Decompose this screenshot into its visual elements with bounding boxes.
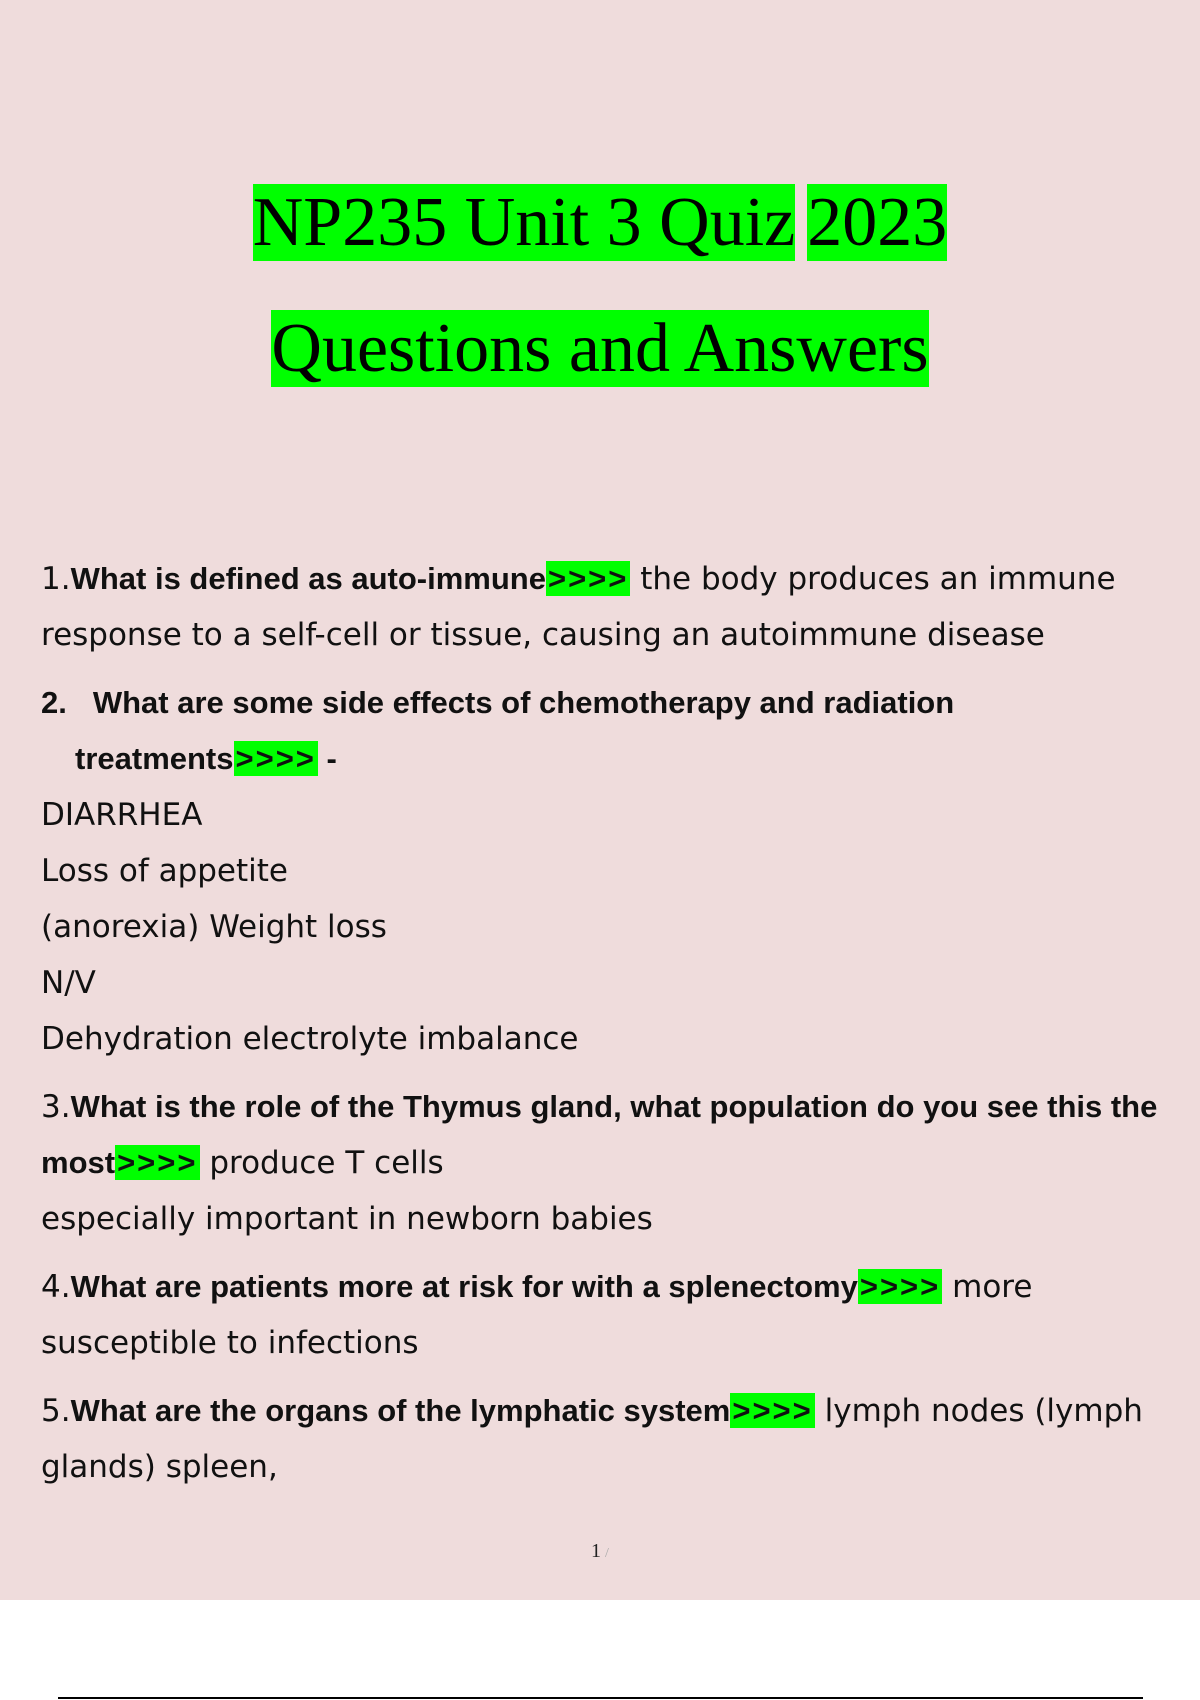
question-number: 3. — [41, 1089, 71, 1125]
answer-item: (anorexia) Weight loss — [41, 909, 387, 945]
question-3 — [41, 1079, 1181, 1191]
answer-arrows: >>>> — [859, 1269, 941, 1304]
title-highlight-1b: 2023 — [807, 184, 948, 261]
answer-arrows: >>>> — [547, 561, 629, 596]
page-number — [0, 1540, 1200, 1563]
answer-extra: especially important in newborn babies — [41, 1201, 653, 1237]
title-line-1 — [0, 160, 1200, 286]
question-5 — [41, 1383, 1181, 1495]
question-2 — [41, 675, 1181, 787]
question-text: What is defined as auto-immune — [70, 561, 546, 596]
page-number-suffix: / — [605, 1546, 609, 1561]
footer-divider — [58, 1697, 1143, 1699]
answer-text: the body produces an immune response to a self-cell or tissue, causing an autoimmune disease — [41, 561, 1116, 653]
question-text: What is the role of the Thymus gland, what population do you see this the most — [41, 1089, 1158, 1180]
question-1 — [41, 551, 1181, 663]
answer-text: lymph nodes (lymph glands) spleen, — [41, 1393, 1143, 1485]
answer-item: DIARRHEA — [41, 797, 203, 833]
answer-text: produce T cells — [199, 1145, 444, 1181]
answer-arrows: >>>> — [235, 741, 316, 776]
question-number: 1. — [41, 561, 71, 597]
title-highlight-1a: NP235 Unit 3 Quiz — [252, 184, 796, 261]
question-number: 2. — [41, 685, 67, 720]
title-line-2 — [0, 286, 1200, 412]
questions-list — [41, 551, 1181, 1495]
question-text-cont: treatments — [75, 741, 234, 776]
question-text: What are the organs of the lymphatic system — [70, 1393, 731, 1428]
answer-text: more susceptible to infections — [41, 1269, 1033, 1361]
question-text: What are patients more at risk for with a splenectomy — [70, 1269, 858, 1304]
answer-arrows: >>>> — [117, 1145, 198, 1180]
answer-item: N/V — [41, 965, 96, 1001]
question-text: What are some side effects of chemotherapy and radiation — [92, 685, 955, 720]
answer-arrows: >>>> — [732, 1393, 813, 1428]
document-title — [0, 160, 1200, 412]
page-number-value: 1 — [591, 1540, 602, 1562]
question-continuation — [41, 731, 1181, 787]
answer-item: Loss of appetite — [41, 853, 289, 889]
question-number: 4. — [41, 1269, 71, 1305]
answer-item: Dehydration electrolyte imbalance — [41, 1021, 579, 1057]
question-number: 5. — [41, 1393, 71, 1429]
question-4 — [41, 1259, 1181, 1371]
title-highlight-2: Questions and Answers — [271, 310, 929, 387]
question-suffix: - — [317, 741, 337, 776]
